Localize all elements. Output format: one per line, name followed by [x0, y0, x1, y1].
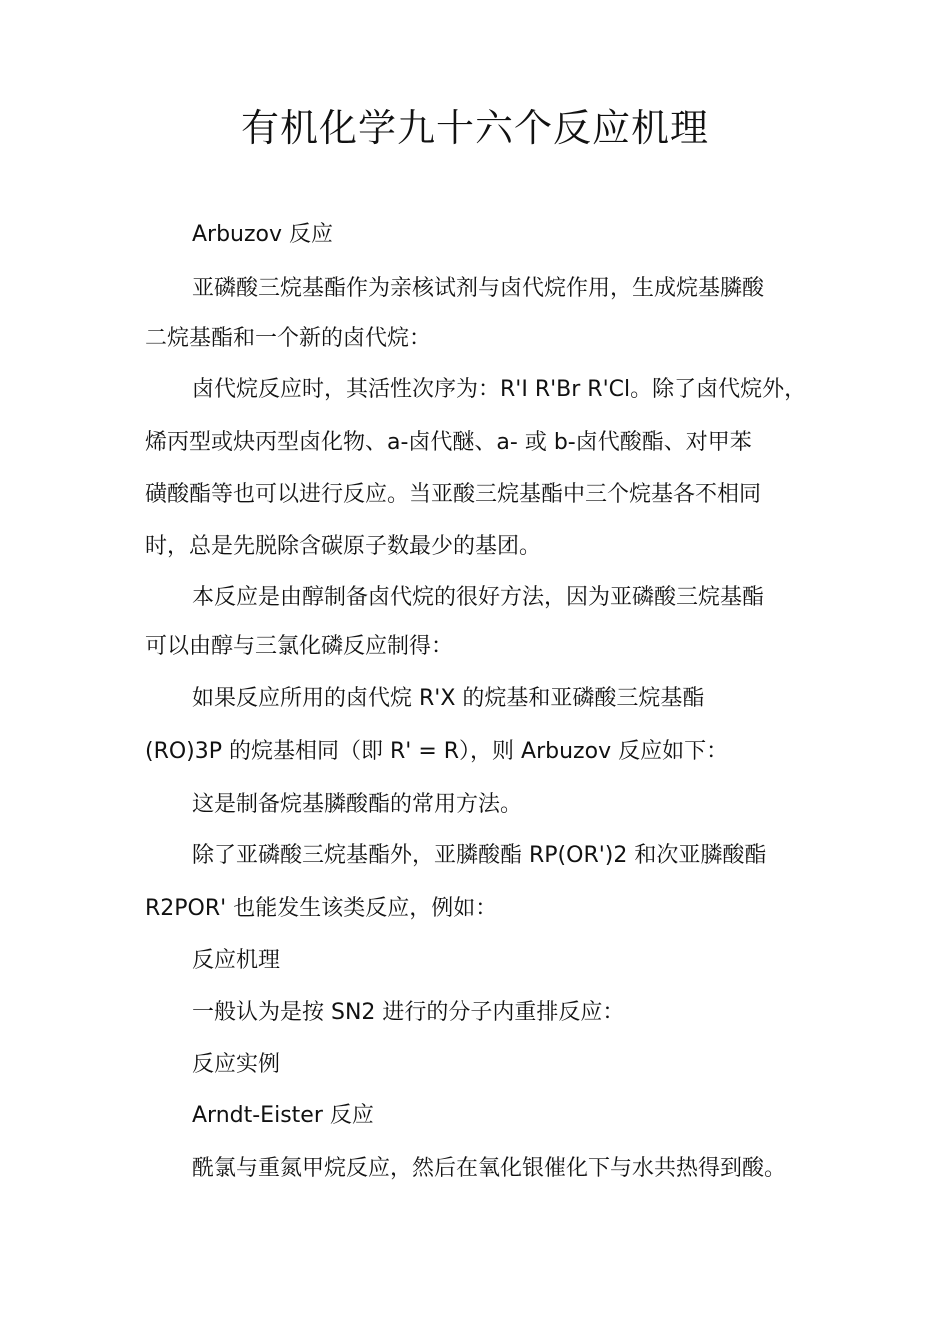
section-heading-arbuzov: Arbuzov 反应 — [192, 222, 334, 247]
paragraph-line: 卤代烷反应时，其活性次序为：R'I R'Br R'Cl。除了卤代烷外， — [192, 377, 807, 402]
paragraph-line: 一般认为是按 SN2 进行的分子内重排反应： — [192, 1000, 625, 1025]
paragraph-line: 酰氯与重氮甲烷反应，然后在氧化银催化下与水共热得到酸。 — [192, 1156, 787, 1181]
page-title: 有机化学九十六个反应机理 — [240, 106, 709, 150]
paragraph-line: 磺酸酯等也可以进行反应。当亚酸三烷基酯中三个烷基各不相同 — [145, 482, 762, 507]
paragraph-line: (RO)3P 的烷基相同（即 R' = R），则 Arbuzov 反应如下： — [145, 739, 729, 764]
section-heading-mechanism: 反应机理 — [192, 948, 281, 973]
paragraph-line: R2POR' 也能发生该类反应，例如： — [145, 896, 498, 921]
paragraph-line: 如果反应所用的卤代烷 R'X 的烷基和亚磷酸三烷基酯 — [192, 686, 705, 711]
section-heading-examples: 反应实例 — [192, 1052, 281, 1077]
paragraph-line: 时，总是先脱除含碳原子数最少的基团。 — [145, 534, 542, 559]
paragraph-line: 烯丙型或炔丙型卤化物、a-卤代醚、a- 或 b-卤代酸酯、对甲苯 — [145, 430, 752, 455]
paragraph-line: 亚磷酸三烷基酯作为亲核试剂与卤代烷作用，生成烷基膦酸 — [192, 276, 765, 301]
paragraph-line: 可以由醇与三氯化磷反应制得： — [145, 634, 454, 659]
paragraph-line: 二烷基酯和一个新的卤代烷： — [145, 326, 432, 351]
section-heading-arndt-eister: Arndt-Eister 反应 — [192, 1103, 374, 1128]
paragraph-line: 这是制备烷基膦酸酯的常用方法。 — [192, 792, 523, 817]
paragraph-line: 除了亚磷酸三烷基酯外，亚膦酸酯 RP(OR')2 和次亚膦酸酯 — [192, 843, 767, 868]
paragraph-line: 本反应是由醇制备卤代烷的很好方法，因为亚磷酸三烷基酯 — [192, 585, 765, 610]
